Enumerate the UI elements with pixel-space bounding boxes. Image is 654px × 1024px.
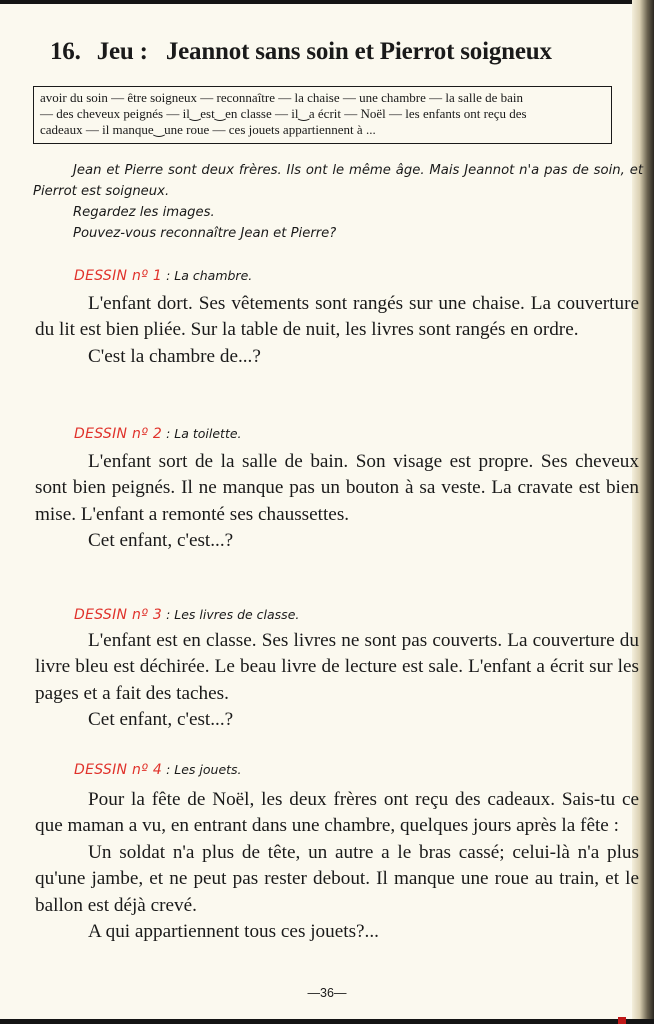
- vocabulary-line: cadeaux — il manque‿une roue — ces jouets appartiennent à ...: [40, 122, 376, 137]
- page-number: —36—: [307, 986, 347, 1000]
- question: Cet enfant, c'est...?: [88, 709, 234, 731]
- bookmark-ribbon: [618, 1017, 626, 1024]
- paragraph: Pour la fête de Noël, les deux frères ont reçu des cadeaux. Sais-tu ce que maman a vu, en entrant dans une chambre, quelques jours après la fête :: [35, 789, 639, 837]
- drawing-text-4: [35, 787, 639, 945]
- question: A qui appartiennent tous ces jouets?...: [88, 921, 379, 943]
- vocabulary-box: [33, 86, 612, 144]
- drawing-text-3: [35, 628, 639, 734]
- drawing-caption: La toilette.: [174, 426, 242, 441]
- vocabulary-line: — des cheveux peignés — il‿est‿en classe — il‿a écrit — Noël — les enfants ont reçu des: [40, 106, 527, 121]
- question: Cet enfant, c'est...?: [88, 530, 234, 552]
- question: C'est la chambre de...?: [88, 345, 261, 367]
- page-title: [50, 38, 640, 66]
- paragraph: L'enfant sort de la salle de bain. Son visage est propre. Ses cheveux sont bien peignés. Il ne manque pas un bouton à sa veste. La cravate est bien mise. L'enfant a remonté ses chaussettes.: [35, 451, 639, 525]
- lesson-type: Jeu :: [96, 38, 148, 65]
- drawing-caption: Les jouets.: [174, 762, 242, 777]
- drawing-caption: La chambre.: [174, 268, 253, 283]
- drawing-heading-4: [74, 762, 242, 778]
- lesson-number: 16.: [50, 38, 81, 65]
- intro-paragraph: Jean et Pierre sont deux frères. Ils ont le même âge. Mais Jeannot n'a pas de soin, et Pierrot est soigneux.: [33, 163, 643, 199]
- vocabulary-line: avoir du soin — être soigneux — reconnaître — la chaise — une chambre — la salle de bain: [40, 90, 524, 105]
- drawing-label: DESSIN nº 3: [74, 607, 163, 623]
- paragraph: Un soldat n'a plus de tête, un autre a le bras cassé; celui-là n'a plus qu'une jambe, et ne peut pas rester debout. Il manque une roue au train, et le ballon est déjà crevé.: [35, 841, 639, 916]
- paragraph: L'enfant est en classe. Ses livres ne sont pas couverts. La couverture du livre bleu est déchirée. Le beau livre de lecture est sale. L'enfant a écrit sur les pages et a fait des taches.: [35, 630, 639, 704]
- intro-instruction: Regardez les images.: [73, 205, 215, 220]
- scan-top-edge: [0, 0, 654, 4]
- lesson-title: Jeannot sans soin et Pierrot soigneux: [165, 38, 552, 65]
- drawing-text-1: [35, 291, 639, 370]
- drawing-heading-2: [74, 426, 242, 442]
- drawing-separator: :: [162, 426, 175, 441]
- intro-question: Pouvez-vous reconnaître Jean et Pierre?: [73, 226, 337, 241]
- drawing-caption: Les livres de classe.: [174, 607, 300, 622]
- drawing-heading-1: [74, 268, 252, 284]
- drawing-label: DESSIN nº 4: [74, 762, 163, 778]
- drawing-heading-3: [74, 607, 299, 623]
- drawing-separator: :: [162, 268, 175, 283]
- drawing-separator: :: [162, 607, 175, 622]
- drawing-label: DESSIN nº 1: [74, 268, 163, 284]
- intro-section: [33, 160, 643, 244]
- drawing-label: DESSIN nº 2: [74, 426, 163, 442]
- drawing-text-2: [35, 449, 639, 555]
- drawing-separator: :: [162, 762, 175, 777]
- scan-bottom-edge: [0, 1019, 654, 1024]
- paragraph: L'enfant dort. Ses vêtements sont rangés sur une chaise. La couverture du lit est bien pliée. Sur la table de nuit, les livres sont rangés en ordre.: [35, 293, 639, 341]
